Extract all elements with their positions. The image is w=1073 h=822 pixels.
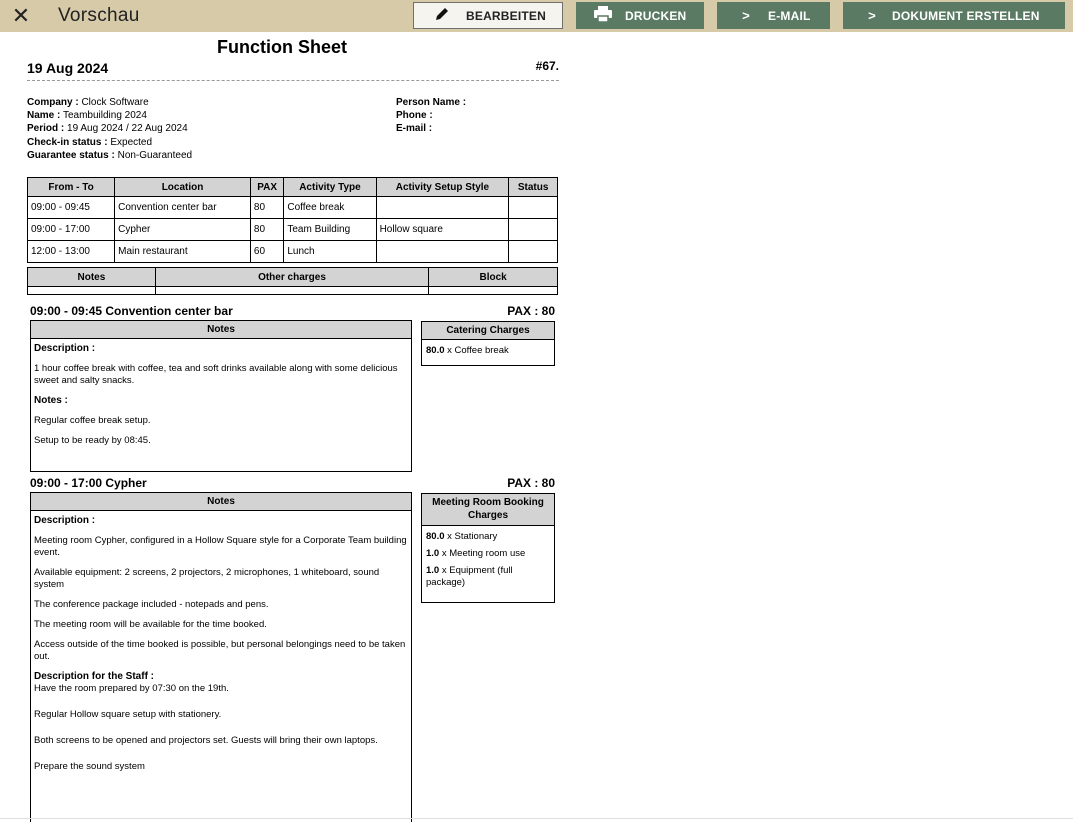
- description-label: Description :: [34, 515, 96, 526]
- table-cell: 80: [250, 197, 283, 219]
- charge-qty: 80.0: [426, 531, 445, 542]
- staff-description-label: Description for the Staff :: [34, 671, 155, 682]
- info-row: [27, 122, 192, 135]
- info-value: Non-Guaranteed: [114, 149, 193, 161]
- info-label: E-mail :: [396, 123, 433, 135]
- document-number: #67.: [535, 59, 559, 73]
- chevron-right-icon: >: [742, 8, 750, 23]
- close-icon[interactable]: ✕: [11, 3, 31, 28]
- notes-charges-table: [27, 267, 558, 295]
- document-title: Function Sheet: [217, 37, 347, 57]
- charge-line: [426, 345, 550, 357]
- table-cell: Hollow square: [376, 219, 509, 241]
- info-row: [396, 122, 466, 135]
- info-row: [396, 109, 466, 122]
- chevron-right-icon: >: [868, 8, 876, 23]
- table-cell: [509, 197, 558, 219]
- print-button[interactable]: [576, 2, 704, 29]
- table-cell: [28, 287, 156, 295]
- info-label: Person Name :: [396, 97, 467, 108]
- email-button[interactable]: [717, 2, 830, 29]
- table-cell: Coffee break: [284, 197, 376, 219]
- notes-text: Setup to be ready by 08:45.: [34, 435, 151, 446]
- table-row: [28, 241, 558, 263]
- meeting-room-charges-box: [421, 493, 555, 603]
- column-header: Other charges: [155, 268, 428, 287]
- description-text: 1 hour coffee break with coffee, tea and soft drinks available along with some delicious sweet and salty snacks.: [34, 363, 398, 386]
- table-cell: Convention center bar: [115, 197, 251, 219]
- info-row: [27, 109, 192, 122]
- info-value: Teambuilding 2024: [60, 110, 147, 122]
- header-divider: [27, 80, 559, 81]
- charge-text: x Meeting room use: [439, 548, 526, 559]
- charge-qty: 1.0: [426, 548, 440, 559]
- page-bottom-divider: [0, 818, 1073, 819]
- info-label: Guarantee status :: [27, 149, 115, 161]
- create-document-button[interactable]: [843, 2, 1065, 29]
- charge-text: x Equipment (full package): [426, 565, 513, 588]
- table-cell: Cypher: [115, 219, 251, 241]
- table-row: [28, 219, 558, 241]
- preview-title: Vorschau: [58, 5, 140, 26]
- column-header: From - To: [28, 178, 115, 197]
- table-cell: 09:00 - 17:00: [28, 219, 115, 241]
- table-cell: 80: [250, 219, 283, 241]
- description-label: Description :: [34, 343, 96, 354]
- table-cell: 12:00 - 13:00: [28, 241, 115, 263]
- printer-icon: [593, 6, 613, 25]
- column-header: Notes: [28, 268, 156, 287]
- table-header-row: [28, 178, 558, 197]
- info-row: [396, 96, 466, 109]
- info-label: Name :: [27, 110, 61, 122]
- charge-qty: 80.0: [426, 345, 445, 356]
- table-row: [28, 197, 558, 219]
- table-cell: [429, 287, 558, 295]
- staff-text: Regular Hollow square setup with stationery.: [34, 709, 222, 720]
- notes-label: Notes :: [34, 395, 68, 406]
- catering-charges-box: [421, 321, 555, 366]
- section-pax: PAX : 80: [507, 304, 555, 318]
- charge-text: x Stationary: [444, 531, 498, 542]
- table-row: [28, 287, 558, 295]
- info-value: Clock Software: [78, 97, 149, 108]
- charge-line: [426, 548, 550, 560]
- description-text: The conference package included - notepads and pens.: [34, 599, 269, 610]
- charge-text: x Coffee break: [444, 345, 509, 356]
- info-label: Check-in status :: [27, 136, 108, 148]
- notes-box-header: Notes: [31, 321, 411, 339]
- description-text: Available equipment: 2 screens, 2 projectors, 2 microphones, 1 whiteboard, sound system: [34, 567, 380, 590]
- table-cell: [376, 241, 509, 263]
- info-label: Company :: [27, 97, 79, 108]
- table-cell: 60: [250, 241, 283, 263]
- table-cell: [509, 219, 558, 241]
- column-header: Activity Type: [284, 178, 376, 197]
- charge-line: [426, 565, 550, 589]
- create-document-button-label: DOKUMENT ERSTELLEN: [892, 8, 1040, 23]
- document-date: 19 Aug 2024: [27, 60, 109, 76]
- info-value: 19 Aug 2024 / 22 Aug 2024: [64, 123, 188, 135]
- column-header: Block: [429, 268, 558, 287]
- charges-box-header: Meeting Room Booking Charges: [422, 494, 554, 526]
- info-row: [27, 136, 192, 149]
- contact-info: [396, 96, 466, 136]
- column-header: Location: [115, 178, 251, 197]
- column-header: Activity Setup Style: [376, 178, 509, 197]
- staff-text: Both screens to be opened and projectors set. Guests will bring their own laptops.: [34, 735, 378, 746]
- description-text: The meeting room will be available for the time booked.: [34, 619, 267, 630]
- column-header: Status: [509, 178, 558, 197]
- table-cell: [376, 197, 509, 219]
- schedule-table: [27, 177, 558, 263]
- pencil-icon: [432, 6, 452, 25]
- table-cell: Lunch: [284, 241, 376, 263]
- table-cell: [509, 241, 558, 263]
- info-label: Phone :: [396, 110, 433, 122]
- staff-text: Have the room prepared by 07:30 on the 19th.: [34, 683, 229, 694]
- edit-button[interactable]: [413, 2, 563, 29]
- event-info: [27, 96, 192, 162]
- section-notes-box: [30, 320, 412, 472]
- description-text: Meeting room Cypher, configured in a Hollow Square style for a Corporate Team building event.: [34, 535, 407, 558]
- table-cell: Main restaurant: [115, 241, 251, 263]
- description-text: Access outside of the time booked is possible, but personal belongings need to be taken out.: [34, 639, 406, 662]
- section-notes-box: [30, 492, 412, 822]
- table-cell: 09:00 - 09:45: [28, 197, 115, 219]
- table-header-row: [28, 268, 558, 287]
- charge-line: [426, 531, 550, 543]
- preview-toolbar: [0, 0, 1073, 32]
- table-cell: Team Building: [284, 219, 376, 241]
- staff-text: Prepare the sound system: [34, 761, 145, 772]
- charges-box-header: Catering Charges: [422, 322, 554, 340]
- section-title: 09:00 - 09:45 Convention center bar: [30, 304, 233, 318]
- edit-button-label: BEARBEITEN: [466, 8, 547, 23]
- info-value: Expected: [107, 136, 153, 148]
- info-row: [27, 149, 192, 162]
- info-row: [27, 96, 192, 109]
- print-button-label: DRUCKEN: [625, 8, 687, 23]
- column-header: PAX: [250, 178, 283, 197]
- info-label: Period :: [27, 123, 65, 135]
- email-button-label: E-MAIL: [768, 8, 811, 23]
- notes-text: Regular coffee break setup.: [34, 415, 151, 426]
- section-title: 09:00 - 17:00 Cypher: [30, 476, 147, 490]
- section-pax: PAX : 80: [507, 476, 555, 490]
- notes-box-header: Notes: [31, 493, 411, 511]
- table-cell: [155, 287, 428, 295]
- charge-qty: 1.0: [426, 565, 440, 576]
